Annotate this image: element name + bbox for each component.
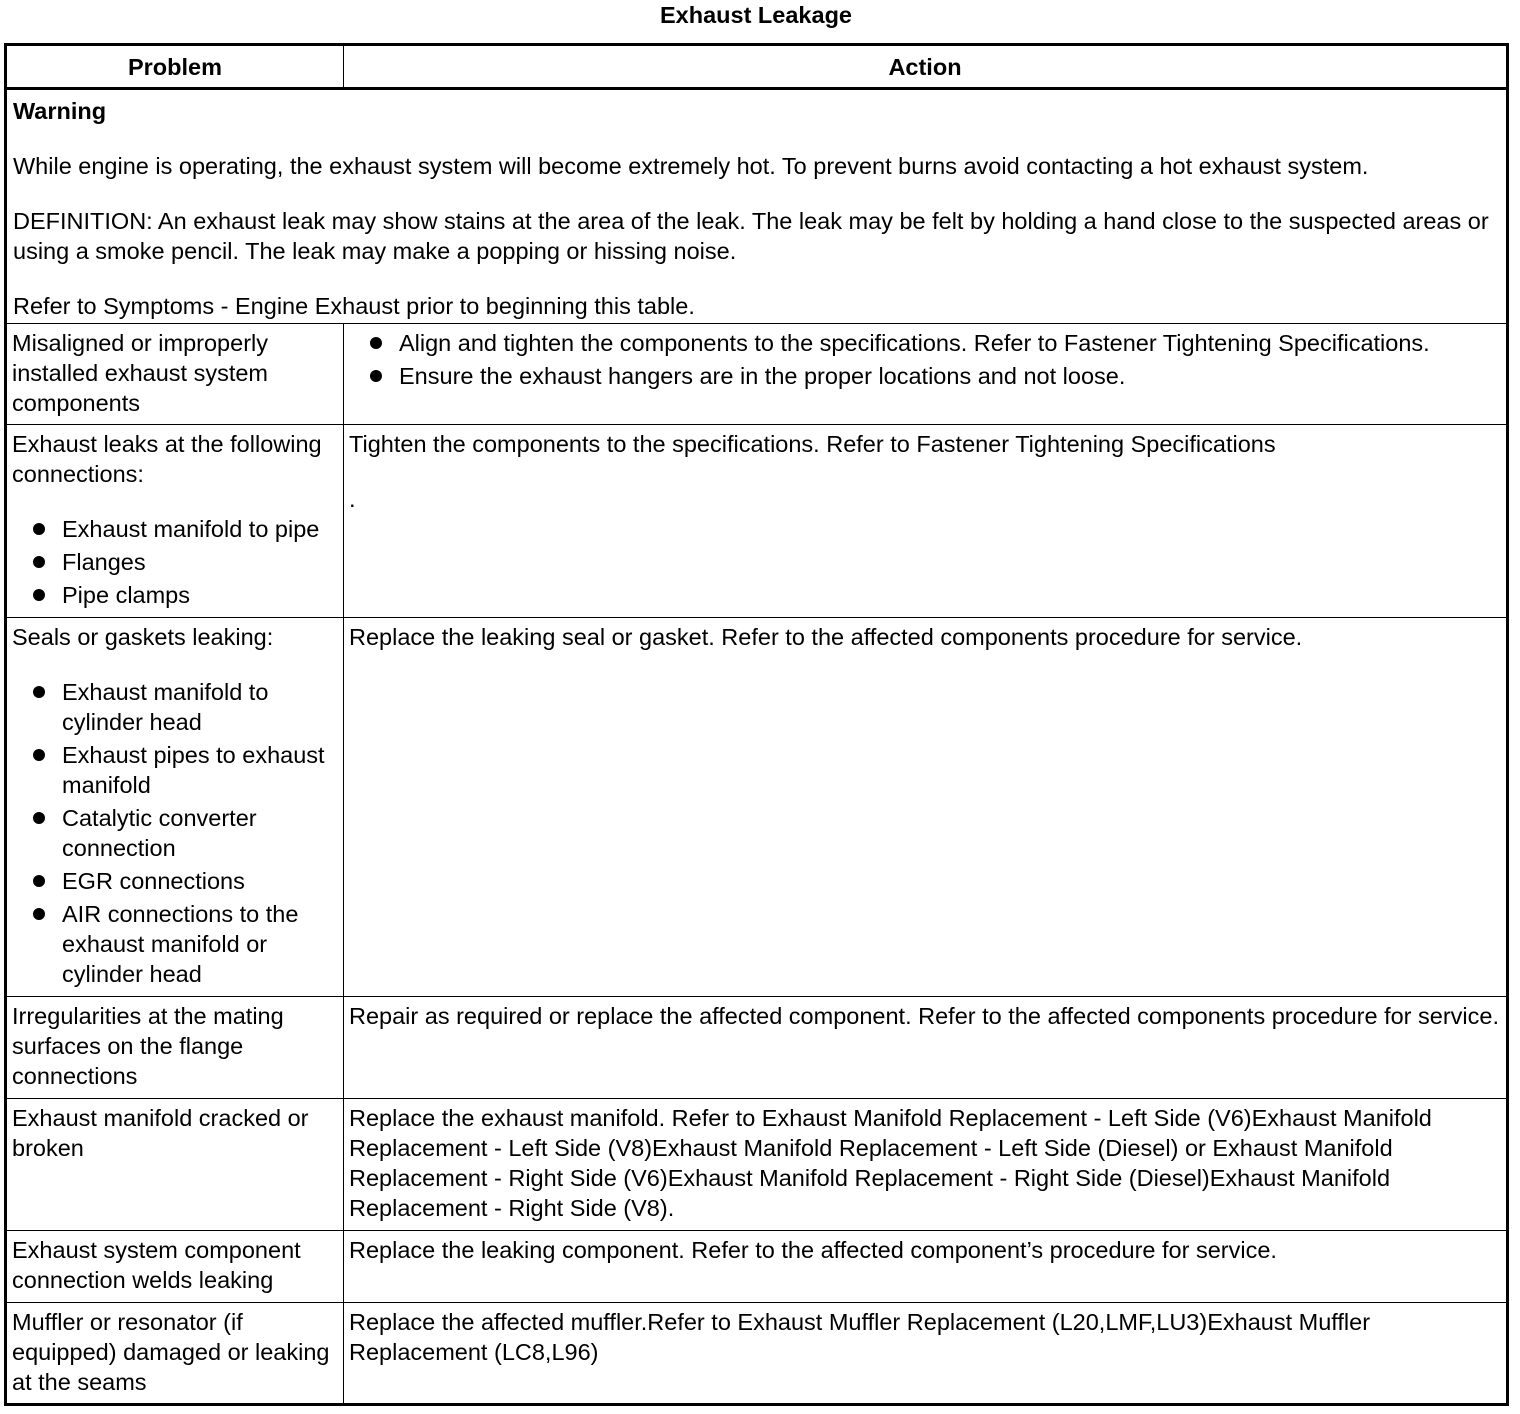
- problem-text: Irregularities at the mating surfaces on the flange connections: [12, 1003, 284, 1089]
- bullet-icon: [33, 523, 45, 535]
- problem-text: Seals or gaskets leaking:: [12, 624, 274, 650]
- problem-cell: [6, 324, 344, 425]
- problem-bullet-item: Exhaust manifold to cylinder head: [12, 677, 338, 737]
- problem-bullet-item: Exhaust pipes to exhaust manifold: [12, 740, 338, 800]
- bullet-icon: [33, 749, 45, 761]
- action-trailing-text: .: [349, 486, 356, 512]
- table-row: [6, 425, 1508, 618]
- bullet-icon: [33, 589, 45, 601]
- table-row: [6, 1099, 1508, 1231]
- problem-cell: [6, 425, 344, 618]
- problem-cell: [6, 1303, 344, 1405]
- action-cell: [344, 618, 1508, 997]
- column-header-problem: Problem: [6, 45, 344, 89]
- action-text: Replace the leaking seal or gasket. Refer to the affected components procedure for service.: [349, 624, 1303, 650]
- action-text: Replace the exhaust manifold. Refer to Exhaust Manifold Replacement - Left Side (V6)Exhaust Manifold Replacement - Left Side (V8)Exhaust Manifold Replacement - Left Side (Diesel) or Exhaust Manifold Replacement - Right Side (V6)Exhaust Manifold Replacement - Right Side (Diesel)Exhaust Manifold Replacement - Right Side (V8).: [349, 1105, 1432, 1221]
- action-cell: [344, 997, 1508, 1099]
- bullet-icon: [33, 908, 45, 920]
- action-text: Repair as required or replace the affected component. Refer to the affected components procedure for service.: [349, 1003, 1499, 1029]
- problem-text: Misaligned or improperly installed exhaust system components: [12, 330, 269, 416]
- bullet-icon: [370, 337, 382, 349]
- column-header-action: Action: [344, 45, 1508, 89]
- intro-row: [6, 89, 1508, 324]
- problem-text: Exhaust manifold cracked or broken: [12, 1105, 309, 1161]
- problem-text: Exhaust system component connection welds leaking: [12, 1237, 301, 1293]
- warning-label: Warning: [13, 98, 107, 124]
- table-row: [6, 1231, 1508, 1303]
- action-cell: [344, 1231, 1508, 1303]
- problem-bullet-item: Pipe clamps: [12, 580, 338, 610]
- definition-text: DEFINITION: An exhaust leak may show stains at the area of the leak. The leak may be felt by holding a hand close to the suspected areas or using a smoke pencil. The leak may make a popping or hissing noise.: [13, 208, 1489, 264]
- warning-text: While engine is operating, the exhaust system will become extremely hot. To prevent burns avoid contacting a hot exhaust system.: [13, 153, 1369, 179]
- action-cell: [344, 425, 1508, 618]
- problem-bullet-item: Flanges: [12, 547, 338, 577]
- problem-cell: [6, 1099, 344, 1231]
- action-bullet-item: Align and tighten the components to the specifications. Refer to Fastener Tightening Specifications.: [349, 328, 1501, 358]
- action-bullet-list: [349, 328, 1501, 391]
- action-text: Replace the affected muffler.Refer to Exhaust Muffler Replacement (L20,LMF,LU3)Exhaust Muffler Replacement (LC8,L96): [349, 1309, 1371, 1365]
- problem-bullet-item: AIR connections to the exhaust manifold or cylinder head: [12, 899, 338, 989]
- header-row: [6, 45, 1508, 89]
- bullet-icon: [370, 370, 382, 382]
- bullet-icon: [33, 556, 45, 568]
- problem-bullet-list: [12, 677, 338, 989]
- bullet-icon: [33, 875, 45, 887]
- exhaust-leakage-table: [4, 43, 1509, 1406]
- intro-cell: [6, 89, 1508, 324]
- document-title: Exhaust Leakage: [659, 2, 852, 28]
- action-text: Replace the leaking component. Refer to the affected component’s procedure for service.: [349, 1237, 1277, 1263]
- problem-bullet-item: EGR connections: [12, 866, 338, 896]
- problem-bullet-list: [12, 514, 338, 610]
- problem-cell: [6, 1231, 344, 1303]
- table-row: [6, 324, 1508, 425]
- action-cell: [344, 1099, 1508, 1231]
- action-cell: [344, 324, 1508, 425]
- action-bullet-item: Ensure the exhaust hangers are in the proper locations and not loose.: [349, 361, 1501, 391]
- table-row: [6, 618, 1508, 997]
- problem-cell: [6, 997, 344, 1099]
- action-text: Tighten the components to the specifications. Refer to Fastener Tightening Specifications: [349, 431, 1276, 457]
- problem-text: Exhaust leaks at the following connections:: [12, 431, 322, 487]
- problem-bullet-item: Exhaust manifold to pipe: [12, 514, 338, 544]
- problem-text: Muffler or resonator (if equipped) damaged or leaking at the seams: [12, 1309, 330, 1395]
- table-row: [6, 997, 1508, 1099]
- bullet-icon: [33, 812, 45, 824]
- reference-text: Refer to Symptoms - Engine Exhaust prior to beginning this table.: [13, 293, 695, 319]
- table-row: [6, 1303, 1508, 1405]
- problem-bullet-item: Catalytic converter connection: [12, 803, 338, 863]
- action-cell: [344, 1303, 1508, 1405]
- bullet-icon: [33, 686, 45, 698]
- problem-cell: [6, 618, 344, 997]
